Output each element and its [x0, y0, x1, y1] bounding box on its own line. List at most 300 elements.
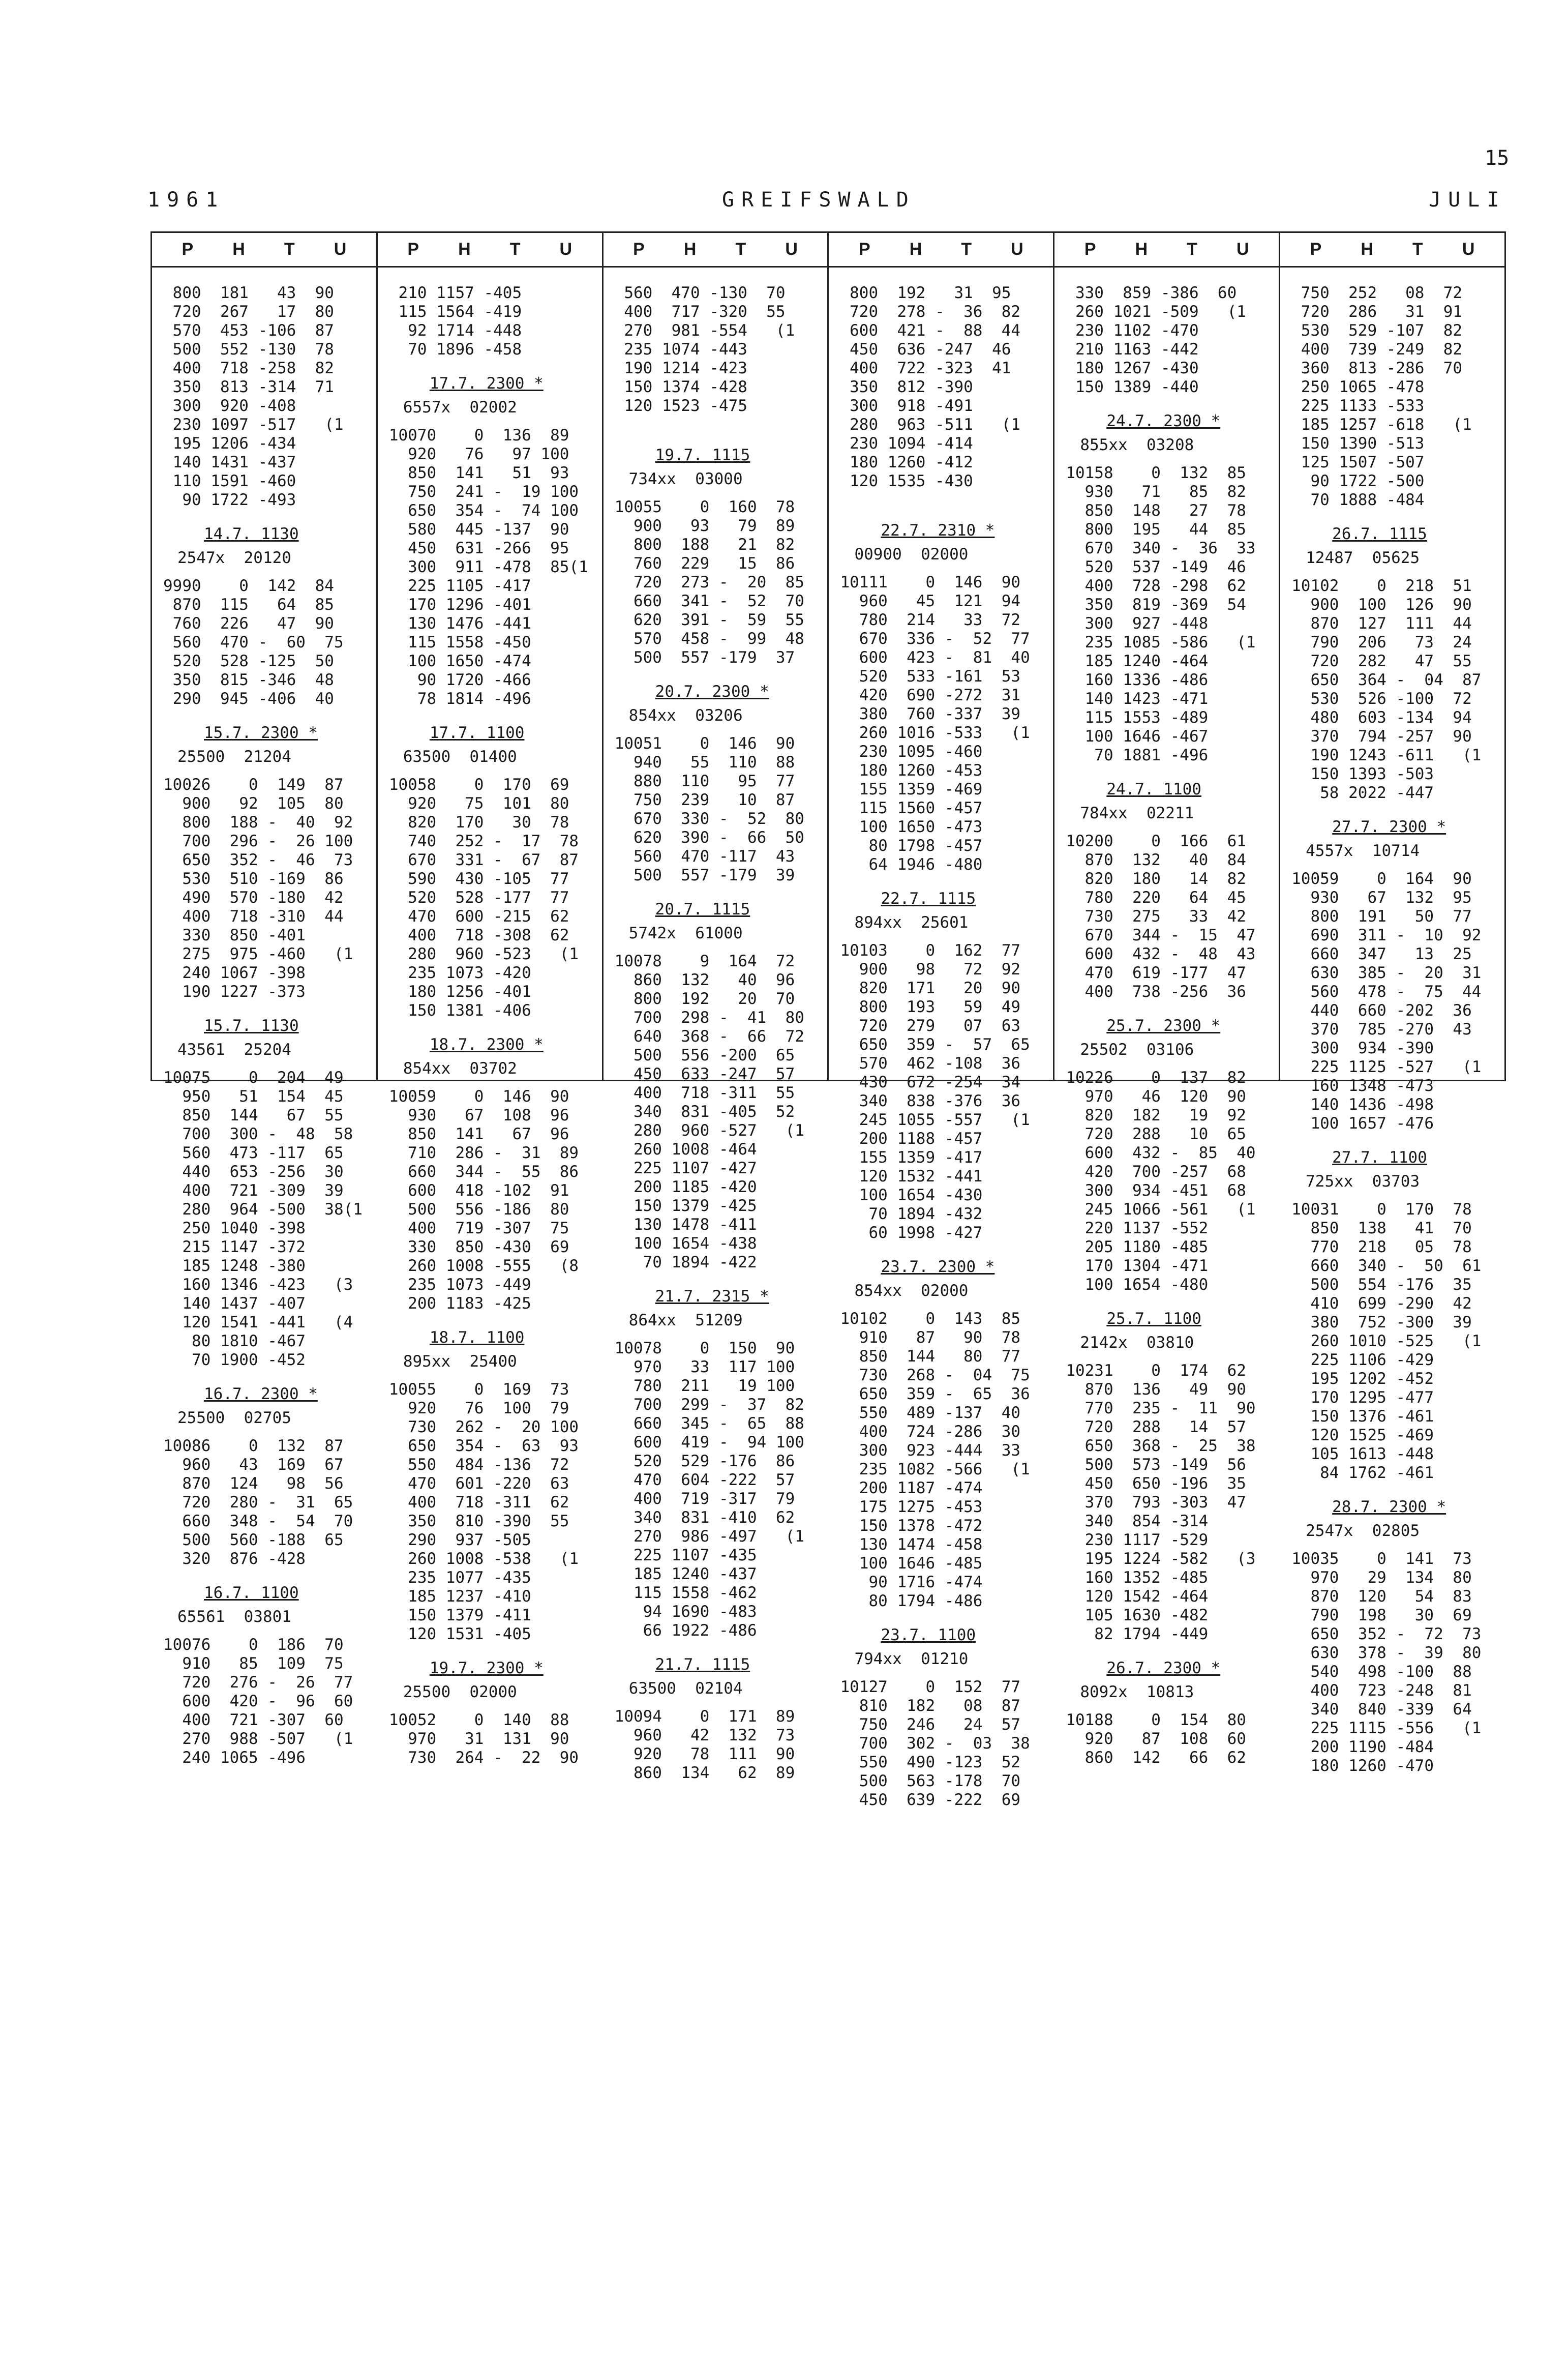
data-row: 66 1922 -486	[614, 1621, 757, 1640]
data-row: 660 340 - 50 61	[1291, 1257, 1482, 1275]
spacer	[615, 416, 822, 431]
data-row: 10075 0 204 49	[163, 1069, 344, 1087]
data-row: 720 273 - 20 85	[614, 573, 804, 591]
data-row: 400 718 -258 82	[163, 359, 334, 377]
data-row: 560 470 - 60 75	[163, 633, 344, 652]
header-u: U	[559, 240, 572, 259]
data-row: 190 1214 -423	[614, 359, 747, 377]
data-row: 650 364 - 04 87	[1291, 671, 1482, 689]
header-p: P	[407, 240, 419, 259]
data-row: 770 218 05 78	[1291, 1238, 1472, 1256]
data-row: 400 738 -256 36	[1066, 983, 1246, 1001]
data-row: 320 876 -428	[163, 1550, 306, 1568]
data-row: 720 282 47 55	[1291, 652, 1472, 670]
data-row: 10078 9 164 72	[614, 952, 795, 970]
data-row: 560 473 -117 65	[163, 1144, 344, 1162]
data-row: 300 911 -478 85(1	[388, 558, 588, 576]
data-row: 700 302 - 03 38	[840, 1734, 1030, 1753]
data-row: 870 127 111 44	[1291, 614, 1472, 633]
spacer	[840, 491, 1047, 506]
table-column-1	[152, 233, 378, 1767]
data-row: 140 1437 -407	[163, 1294, 306, 1313]
data-row: 720 288 14 57	[1066, 1418, 1246, 1436]
sounding-code: 63500 02104	[628, 1679, 743, 1698]
data-row: 700 296 - 26 100	[163, 832, 353, 850]
data-row: 10188 0 154 80	[1066, 1711, 1246, 1729]
data-row: 450 636 -247 46	[840, 340, 1011, 359]
data-row: 80 1794 -486	[840, 1592, 983, 1610]
data-row: 185 1237 -410	[388, 1587, 531, 1606]
sounding-table	[150, 231, 1506, 1809]
data-row: 350 819 -369 54	[1066, 596, 1246, 614]
data-row: 120 1523 -475	[614, 397, 747, 415]
data-row: 150 1379 -425	[614, 1197, 757, 1215]
data-row: 800 188 - 40 92	[163, 813, 353, 832]
data-row: 140 1423 -471	[1066, 690, 1209, 708]
sounding-code: 8092x 10813	[1080, 1683, 1194, 1701]
data-row: 200 1187 -474	[840, 1479, 983, 1497]
data-row: 235 1077 -435	[388, 1568, 531, 1587]
page-number: 15	[1485, 146, 1510, 170]
data-row: 850 144 67 55	[163, 1106, 344, 1124]
data-row: 690 311 - 10 92	[1291, 926, 1482, 944]
data-row: 340 838 -376 36	[840, 1092, 1021, 1110]
data-row: 10127 0 152 77	[840, 1678, 1021, 1696]
data-row: 115 1560 -457	[840, 799, 983, 817]
data-row: 750 252 08 72	[1291, 284, 1463, 302]
data-row: 150 1378 -472	[840, 1517, 983, 1535]
sounding-code: 854xx 03702	[403, 1059, 517, 1078]
sounding-code: 65561 03801	[177, 1608, 291, 1626]
sounding-code: 43561 25204	[177, 1041, 291, 1059]
data-row: 820 180 14 82	[1066, 870, 1246, 888]
data-row: 860 142 66 62	[1066, 1749, 1246, 1767]
data-row: 94 1690 -483	[614, 1603, 757, 1621]
data-row: 175 1275 -453	[840, 1498, 983, 1516]
data-row: 100 1654 -430	[840, 1186, 983, 1204]
data-row: 430 672 -254 34	[840, 1073, 1021, 1091]
data-row: 860 132 40 96	[614, 971, 795, 989]
data-row: 10103 0 162 77	[840, 941, 1021, 960]
data-row: 300 934 -451 68	[1066, 1181, 1246, 1200]
data-row: 10078 0 150 90	[614, 1339, 795, 1357]
data-row: 150 1381 -406	[388, 1001, 531, 1020]
header-u: U	[785, 240, 798, 259]
data-row: 820 182 19 92	[1066, 1106, 1246, 1124]
sounding-heading: 17.7. 1100	[429, 724, 525, 742]
data-row: 700 300 - 48 58	[163, 1125, 353, 1143]
data-row: 500 554 -176 35	[1291, 1276, 1472, 1294]
data-row: 60 1998 -427	[840, 1224, 983, 1242]
data-row: 900 92 105 80	[163, 794, 344, 813]
header-u: U	[334, 240, 347, 259]
data-row: 730 275 33 42	[1066, 907, 1246, 926]
data-row: 660 348 - 54 70	[163, 1512, 353, 1530]
data-row: 660 341 - 52 70	[614, 592, 804, 610]
data-row: 670 340 - 36 33	[1066, 539, 1256, 557]
data-row: 420 690 -272 31	[840, 686, 1021, 704]
sounding-code: 854xx 02000	[854, 1282, 969, 1300]
data-row: 750 246 24 57	[840, 1715, 1021, 1734]
data-row: 950 51 154 45	[163, 1087, 344, 1106]
data-row: 200 1183 -425	[388, 1294, 531, 1313]
data-row: 180 1260 -412	[840, 453, 973, 471]
data-row: 10076 0 186 70	[163, 1636, 344, 1654]
sounding-heading: 22.7. 1115	[881, 890, 976, 908]
data-row: 78 1814 -496	[388, 690, 531, 708]
data-row: 400 718 -311 62	[388, 1493, 569, 1512]
sounding-code: 25500 02705	[177, 1409, 291, 1427]
data-row: 9990 0 142 84	[163, 577, 334, 595]
data-row: 70 1881 -496	[1066, 746, 1209, 764]
data-row: 920 78 111 90	[614, 1745, 795, 1763]
sounding-code: 5742x 61000	[628, 924, 743, 942]
data-row: 400 728 -298 62	[1066, 577, 1246, 595]
data-row: 150 1393 -503	[1291, 765, 1434, 783]
data-row: 150 1376 -461	[1291, 1407, 1434, 1426]
column-header	[604, 233, 828, 268]
data-row: 120 1532 -441	[840, 1167, 983, 1186]
data-row: 64 1946 -480	[840, 855, 983, 874]
data-row: 200 1185 -420	[614, 1178, 757, 1196]
data-row: 810 182 08 87	[840, 1697, 1021, 1715]
data-row: 340 831 -410 62	[614, 1508, 795, 1527]
data-row: 650 354 - 63 93	[388, 1437, 579, 1455]
data-row: 225 1107 -427	[614, 1159, 757, 1177]
data-row: 260 1010 -525 (1	[1291, 1332, 1482, 1350]
data-row: 660 347 13 25	[1291, 945, 1472, 963]
data-row: 235 1073 -420	[388, 964, 531, 982]
data-row: 920 76 100 79	[388, 1399, 569, 1417]
data-row: 90 1720 -466	[388, 671, 531, 689]
data-row: 380 760 -337 39	[840, 705, 1021, 723]
data-row: 960 45 121 94	[840, 592, 1021, 610]
data-row: 225 1125 -527 (1	[1291, 1058, 1482, 1076]
table-column-2	[378, 233, 604, 1767]
data-row: 70 1894 -432	[840, 1205, 983, 1223]
data-row: 270 988 -507 (1	[163, 1730, 353, 1748]
data-row: 930 67 108 96	[388, 1106, 569, 1124]
data-row: 300 927 -448	[1066, 614, 1209, 633]
data-row: 720 280 - 31 65	[163, 1493, 353, 1512]
data-row: 300 920 -408	[163, 397, 296, 415]
data-row: 720 286 31 91	[1291, 303, 1463, 321]
data-row: 10051 0 146 90	[614, 734, 795, 753]
sounding-heading: 17.7. 2300 *	[429, 374, 544, 393]
data-row: 100 1646 -485	[840, 1554, 983, 1573]
data-row: 70 1888 -484	[1291, 491, 1425, 509]
data-row: 130 1478 -411	[614, 1216, 757, 1234]
data-row: 115 1564 -419	[388, 303, 522, 321]
data-row: 870 132 40 84	[1066, 851, 1246, 869]
data-row: 470 601 -220 63	[388, 1474, 569, 1493]
data-row: 970 31 131 90	[388, 1730, 569, 1748]
data-row: 58 2022 -447	[1291, 784, 1434, 802]
data-row: 530 529 -107 82	[1291, 321, 1463, 340]
data-row: 560 470 -130 70	[614, 284, 786, 302]
data-row: 180 1260 -453	[840, 761, 983, 780]
data-row: 750 241 - 19 100	[388, 483, 579, 501]
sounding-code: 6557x 02002	[403, 398, 517, 417]
data-row: 10086 0 132 87	[163, 1437, 344, 1455]
sounding-code: 25502 03106	[1080, 1041, 1194, 1059]
data-row: 280 960 -527 (1	[614, 1121, 804, 1140]
data-row: 930 67 132 95	[1291, 889, 1472, 907]
sounding-heading: 16.7. 1100	[204, 1584, 299, 1602]
header-p: P	[182, 240, 194, 259]
sounding-heading: 18.7. 2300 *	[429, 1035, 544, 1054]
data-row: 750 239 10 87	[614, 791, 795, 809]
data-row: 650 359 - 57 65	[840, 1035, 1030, 1054]
data-row: 160 1348 -473	[1291, 1077, 1434, 1095]
data-row: 10094 0 171 89	[614, 1707, 795, 1726]
data-row: 270 986 -497 (1	[614, 1527, 804, 1546]
data-row: 300 934 -390	[1291, 1039, 1434, 1057]
data-row: 10102 0 218 51	[1291, 577, 1472, 595]
data-row: 100 1657 -476	[1291, 1114, 1434, 1133]
data-row: 120 1535 -430	[840, 472, 973, 490]
sounding-code: 784xx 02211	[1080, 804, 1194, 822]
data-row: 170 1296 -401	[388, 596, 531, 614]
data-row: 600 418 -102 91	[388, 1181, 569, 1200]
data-row: 260 1008 -538 (1	[388, 1550, 579, 1568]
data-row: 470 619 -177 47	[1066, 964, 1246, 982]
data-row: 185 1257 -618 (1	[1291, 416, 1472, 434]
data-row: 780 211 19 100	[614, 1377, 795, 1395]
data-row: 250 1040 -398	[163, 1219, 306, 1237]
column-body	[1280, 268, 1504, 1775]
data-row: 730 264 - 22 90	[388, 1749, 579, 1767]
data-row: 570 462 -108 36	[840, 1054, 1021, 1073]
data-row: 600 432 - 85 40	[1066, 1144, 1256, 1162]
data-row: 225 1107 -435	[614, 1546, 757, 1564]
data-row: 800 181 43 90	[163, 284, 334, 302]
data-row: 910 85 109 75	[163, 1654, 344, 1673]
data-row: 730 262 - 20 100	[388, 1418, 579, 1436]
sounding-heading: 15.7. 2300 *	[204, 724, 318, 742]
data-row: 230 1097 -517 (1	[163, 416, 344, 434]
data-row: 600 423 - 81 40	[840, 648, 1030, 667]
data-row: 530 526 -100 72	[1291, 690, 1472, 708]
data-row: 370 793 -303 47	[1066, 1493, 1246, 1512]
data-row: 160 1352 -485	[1066, 1568, 1209, 1587]
data-row: 200 1190 -484	[1291, 1738, 1434, 1756]
data-row: 900 93 79 89	[614, 517, 795, 535]
data-row: 140 1431 -437	[163, 453, 296, 471]
data-row: 90 1722 -493	[163, 491, 296, 509]
header-t: T	[284, 240, 295, 259]
data-row: 10102 0 143 85	[840, 1310, 1021, 1328]
data-row: 115 1558 -450	[388, 633, 531, 652]
data-row: 10059 0 164 90	[1291, 870, 1472, 888]
sounding-code: 12487 05625	[1306, 549, 1420, 567]
data-row: 960 43 169 67	[163, 1456, 344, 1474]
data-row: 960 42 132 73	[614, 1726, 795, 1744]
data-row: 90 1722 -500	[1291, 472, 1425, 490]
data-row: 850 144 80 77	[840, 1347, 1021, 1366]
sounding-heading: 16.7. 2300 *	[204, 1385, 318, 1403]
data-row: 720 279 07 63	[840, 1017, 1021, 1035]
data-row: 600 420 - 96 60	[163, 1692, 353, 1710]
data-row: 400 719 -307 75	[388, 1219, 569, 1237]
data-row: 10070 0 136 89	[388, 426, 569, 445]
data-row: 720 278 - 36 82	[840, 303, 1021, 321]
data-row: 225 1133 -533	[1291, 397, 1425, 415]
data-row: 70 1900 -452	[163, 1351, 306, 1369]
table-column-5	[1054, 233, 1280, 1767]
header-u: U	[1011, 240, 1023, 259]
data-row: 70 1894 -422	[614, 1253, 757, 1271]
data-row: 180 1256 -401	[388, 983, 531, 1001]
data-row: 870 120 54 83	[1291, 1587, 1472, 1606]
data-row: 100 1650 -474	[388, 652, 531, 670]
data-row: 800 191 50 77	[1291, 907, 1472, 926]
data-row: 650 354 - 74 100	[388, 501, 579, 520]
header-p: P	[1084, 240, 1096, 259]
data-row: 670 330 - 52 80	[614, 810, 804, 828]
data-row: 170 1295 -477	[1291, 1388, 1434, 1407]
sounding-code: 4557x 10714	[1306, 842, 1420, 860]
data-row: 570 458 - 99 48	[614, 630, 804, 648]
data-row: 640 368 - 66 72	[614, 1027, 804, 1046]
data-row: 450 631 -266 95	[388, 539, 569, 557]
sounding-heading: 23.7. 1100	[881, 1626, 976, 1644]
data-row: 130 1474 -458	[840, 1535, 983, 1554]
data-row: 195 1206 -434	[163, 434, 296, 453]
data-row: 100 1654 -480	[1066, 1276, 1209, 1294]
column-header	[1280, 233, 1504, 268]
column-header	[152, 233, 376, 268]
data-row: 150 1379 -411	[388, 1606, 531, 1624]
data-row: 670 344 - 15 47	[1066, 926, 1256, 944]
table-column-4	[829, 233, 1054, 1809]
data-row: 235 1082 -566 (1	[840, 1460, 1030, 1478]
data-row: 280 960 -523 (1	[388, 945, 579, 963]
data-row: 790 206 73 24	[1291, 633, 1472, 652]
data-row: 120 1541 -441 (4	[163, 1313, 353, 1331]
sounding-code: 25500 02000	[403, 1683, 517, 1701]
data-row: 520 528 -125 50	[163, 652, 334, 670]
data-row: 820 171 20 90	[840, 979, 1021, 997]
data-row: 910 87 90 78	[840, 1328, 1021, 1347]
data-row: 195 1202 -452	[1291, 1370, 1434, 1388]
data-row: 400 721 -309 39	[163, 1181, 344, 1200]
data-row: 330 850 -430 69	[388, 1238, 569, 1256]
data-row: 570 453 -106 87	[163, 321, 334, 340]
data-row: 195 1224 -582 (3	[1066, 1550, 1256, 1568]
table-column-6	[1280, 233, 1504, 1775]
data-row: 90 1716 -474	[840, 1573, 983, 1591]
data-row: 700 299 - 37 82	[614, 1396, 804, 1414]
sounding-heading: 18.7. 1100	[429, 1328, 525, 1347]
data-row: 400 718 -310 44	[163, 907, 344, 926]
data-row: 550 484 -136 72	[388, 1456, 569, 1474]
data-row: 185 1248 -380	[163, 1257, 306, 1275]
data-row: 150 1389 -440	[1066, 378, 1199, 396]
header-city: GREIFSWALD	[722, 188, 916, 212]
header-h: H	[458, 240, 471, 259]
sounding-heading: 27.7. 2300 *	[1332, 818, 1446, 836]
data-row: 280 964 -500 38(1	[163, 1200, 363, 1219]
column-body	[604, 268, 828, 1783]
data-row: 560 478 - 75 44	[1291, 983, 1482, 1001]
data-row: 700 298 - 41 80	[614, 1009, 804, 1027]
data-row: 225 1115 -556 (1	[1291, 1719, 1482, 1737]
header-u: U	[1462, 240, 1475, 259]
data-row: 160 1336 -486	[1066, 671, 1209, 689]
data-row: 400 717 -320 55	[614, 303, 786, 321]
data-row: 620 390 - 66 50	[614, 828, 804, 847]
data-row: 440 660 -202 36	[1291, 1001, 1472, 1020]
data-row: 920 76 97 100	[388, 445, 569, 463]
column-body	[152, 268, 376, 1767]
data-row: 260 1008 -464	[614, 1140, 757, 1159]
data-row: 230 1117 -529	[1066, 1531, 1209, 1549]
data-row: 290 937 -505	[388, 1531, 531, 1549]
data-row: 670 331 - 67 87	[388, 851, 579, 869]
data-row: 400 718 -308 62	[388, 926, 569, 944]
data-row: 780 214 33 72	[840, 611, 1021, 629]
data-row: 450 639 -222 69	[840, 1791, 1021, 1809]
sounding-code: 864xx 51209	[628, 1311, 743, 1329]
data-row: 600 419 - 94 100	[614, 1433, 804, 1452]
data-row: 230 1094 -414	[840, 434, 973, 453]
data-row: 290 945 -406 40	[163, 690, 334, 708]
data-row: 160 1346 -423 (3	[163, 1276, 353, 1294]
data-row: 670 336 - 52 77	[840, 630, 1030, 648]
data-row: 140 1436 -498	[1291, 1096, 1434, 1114]
data-row: 190 1227 -373	[163, 983, 306, 1001]
sounding-code: 63500 01400	[403, 748, 517, 766]
data-row: 370 785 -270 43	[1291, 1020, 1472, 1039]
header-p: P	[859, 240, 870, 259]
header-h: H	[683, 240, 697, 259]
header-year: 1961	[147, 188, 225, 212]
data-row: 420 700 -257 68	[1066, 1163, 1246, 1181]
data-row: 600 421 - 88 44	[840, 321, 1021, 340]
data-row: 155 1359 -469	[840, 780, 983, 798]
data-row: 590 430 -105 77	[388, 870, 569, 888]
data-row: 10231 0 174 62	[1066, 1361, 1246, 1380]
sounding-heading: 19.7. 2300 *	[429, 1659, 544, 1677]
sounding-code: 2142x 03810	[1080, 1334, 1194, 1352]
header-h: H	[909, 240, 922, 259]
data-row: 720 267 17 80	[163, 303, 334, 321]
sounding-code: 854xx 03206	[628, 706, 743, 725]
sounding-code: 2547x 02805	[1306, 1522, 1420, 1540]
data-row: 440 653 -256 30	[163, 1163, 344, 1181]
data-row: 100 1654 -438	[614, 1234, 757, 1253]
data-row: 400 723 -248 81	[1291, 1681, 1472, 1700]
header-h: H	[232, 240, 245, 259]
sounding-heading: 20.7. 2300 *	[655, 683, 769, 701]
data-row: 235 1073 -449	[388, 1276, 531, 1294]
data-row: 820 170 30 78	[388, 813, 569, 832]
data-row: 380 752 -300 39	[1291, 1313, 1472, 1331]
data-row: 82 1794 -449	[1066, 1625, 1209, 1643]
data-row: 185 1240 -437	[614, 1565, 757, 1583]
data-row: 800 188 21 82	[614, 536, 795, 554]
data-row: 500 560 -188 65	[163, 1531, 344, 1549]
sounding-heading: 25.7. 1100	[1106, 1310, 1201, 1328]
sounding-code: 725xx 03703	[1306, 1172, 1420, 1191]
data-row: 350 810 -390 55	[388, 1512, 569, 1530]
data-row: 860 134 62 89	[614, 1764, 795, 1782]
data-row: 250 1065 -478	[1291, 378, 1425, 396]
data-row: 500 573 -149 56	[1066, 1456, 1246, 1474]
sounding-code: 25500 21204	[177, 748, 291, 766]
data-row: 100 1650 -473	[840, 818, 983, 836]
